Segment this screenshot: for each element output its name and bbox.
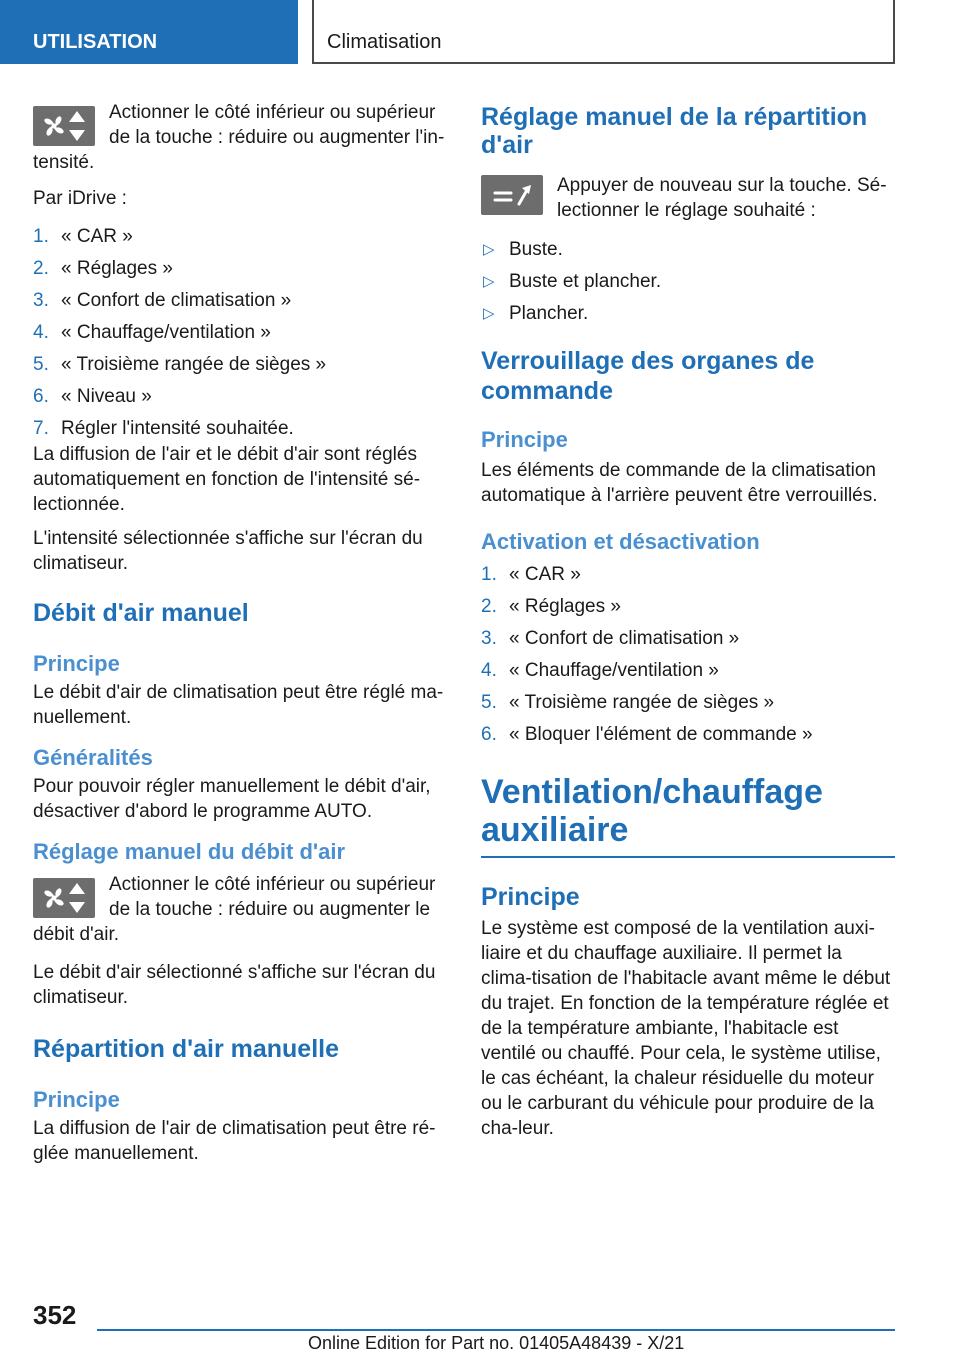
list-item [481,722,895,747]
heading-activation: Activation et désactivation [481,529,760,554]
list-item [33,384,447,409]
list-item [481,690,895,715]
distribution-options-list [481,237,895,326]
edition-footer: Online Edition for Part no. 01405A48439 - X/21 [308,1333,685,1353]
step-text: « Bloquer l'élément de commande » [509,724,813,745]
step-text: « Troisième rangée de sièges » [509,692,775,713]
step-number: 5. [33,354,49,375]
step-text: « Réglages » [61,258,173,279]
triangle-bullet-icon: ▷ [483,273,495,290]
step-text: « Confort de climatisation » [61,290,292,311]
distribution-instruction: Appuyer de nouveau sur la touche. Sé-lectionner le réglage souhaité : [557,175,887,221]
step-number: 1. [33,226,49,247]
step-text: « Troisième rangée de sièges » [61,354,327,375]
step-number: 6. [33,386,49,407]
chapter-title: Climatisation [312,0,895,64]
airflow-display-paragraph: Le débit d'air sélectionné s'affiche sur l'écran du climatiseur. [33,962,436,1008]
heading-principle: Principe [481,427,568,452]
diffusion-paragraph: La diffusion de l'air et le débit d'air sont réglés automatiquement en fonction de l'intensité sé-lectionnée. [33,444,421,515]
option-text: Buste. [509,239,563,260]
step-number: 4. [481,660,497,681]
list-item [481,269,895,294]
step-text: « CAR » [509,564,581,585]
principle-paragraph: Le débit d'air de climatisation peut être réglé ma-nuellement. [33,682,444,728]
idrive-steps-list [33,224,447,441]
step-number: 1. [481,564,497,585]
intensity-instruction: Actionner le côté inférieur ou supérieur de la touche : réduire ou augmenter l'in-tensité. [33,102,445,173]
heading-control-lock: Verrouillage des organes de commande [481,347,815,405]
list-item [33,320,447,345]
triangle-bullet-icon: ▷ [483,305,495,322]
airflow-instruction: Actionner le côté inférieur ou supérieur de la touche : réduire ou augmenter le débit d'air. [33,874,436,945]
fan-airflow-button-icon [33,878,95,918]
step-text: « Confort de climatisation » [509,628,740,649]
list-item [481,658,895,683]
lock-principle-paragraph: Les éléments de commande de la climatisation automatique à l'arrière peuvent être verrouillés. [481,460,878,506]
step-number: 7. [33,418,49,439]
list-item [33,288,447,313]
fan-intensity-button-icon [33,106,95,146]
general-paragraph: Pour pouvoir régler manuellement le débit d'air, désactiver d'abord le programme AUTO. [33,776,431,822]
heading-general: Généralités [33,745,153,770]
air-distribution-button-icon [481,175,543,215]
heading-manual-distribution-setting: Réglage manuel de la répartition d'air [481,103,868,159]
auxiliary-principle-paragraph: Le système est composé de la ventilation auxi-liaire et du chauffage auxiliaire. Il permet la clima-tisation de l'habitacle avant même le début du trajet. En fonction de la température réglée et de la température ambiante, l'habitacle est ventilé ou chauffé. Pour cela, le système utilise, le cas échéant, la chaleur résiduelle du moteur ou le carburant du véhicule pour produire de la cha-leur. [481,918,891,1139]
heading-auxiliary-ventilation: Ventilation/chauffage auxiliaire [481,773,823,849]
heading-principle: Principe [481,883,580,911]
heading-manual-airflow-setting: Réglage manuel du débit d'air [33,839,346,864]
step-number: 4. [33,322,49,343]
list-item [33,256,447,281]
distribution-principle-paragraph: La diffusion de l'air de climatisation peut être ré-glée manuellement. [33,1118,436,1164]
step-number: 2. [481,596,497,617]
lock-steps-list [481,562,895,747]
list-item [33,352,447,377]
list-item [33,416,447,441]
step-text: « Chauffage/ventilation » [509,660,719,681]
option-text: Plancher. [509,303,589,324]
heading-manual-airflow: Débit d'air manuel [33,599,249,627]
section-rule [481,856,895,858]
triangle-bullet-icon: ▷ [483,241,495,258]
left-column [33,100,447,1166]
page-number: 352 [33,1300,77,1330]
step-text: « Chauffage/ventilation » [61,322,271,343]
step-text: Régler l'intensité souhaitée. [61,418,294,439]
footer-rule [97,1329,895,1331]
list-item [481,626,895,651]
step-number: 2. [33,258,49,279]
list-item [481,237,895,262]
step-number: 3. [481,628,497,649]
list-item [481,301,895,326]
list-item [33,224,447,249]
intensity-display-paragraph: L'intensité sélectionnée s'affiche sur l'écran du climatiseur. [33,528,423,574]
idrive-label: Par iDrive : [33,188,127,209]
section-tab: UTILISATION [0,0,298,64]
heading-principle: Principe [33,651,120,676]
step-text: « CAR » [61,226,133,247]
heading-manual-distribution: Répartition d'air manuelle [33,1035,340,1063]
step-number: 3. [33,290,49,311]
list-item [481,562,895,587]
heading-principle: Principe [33,1087,120,1112]
right-column [481,103,895,1141]
step-number: 6. [481,724,497,745]
option-text: Buste et plancher. [509,271,662,292]
step-text: « Niveau » [61,386,152,407]
step-text: « Réglages » [509,596,621,617]
step-number: 5. [481,692,497,713]
list-item [481,594,895,619]
